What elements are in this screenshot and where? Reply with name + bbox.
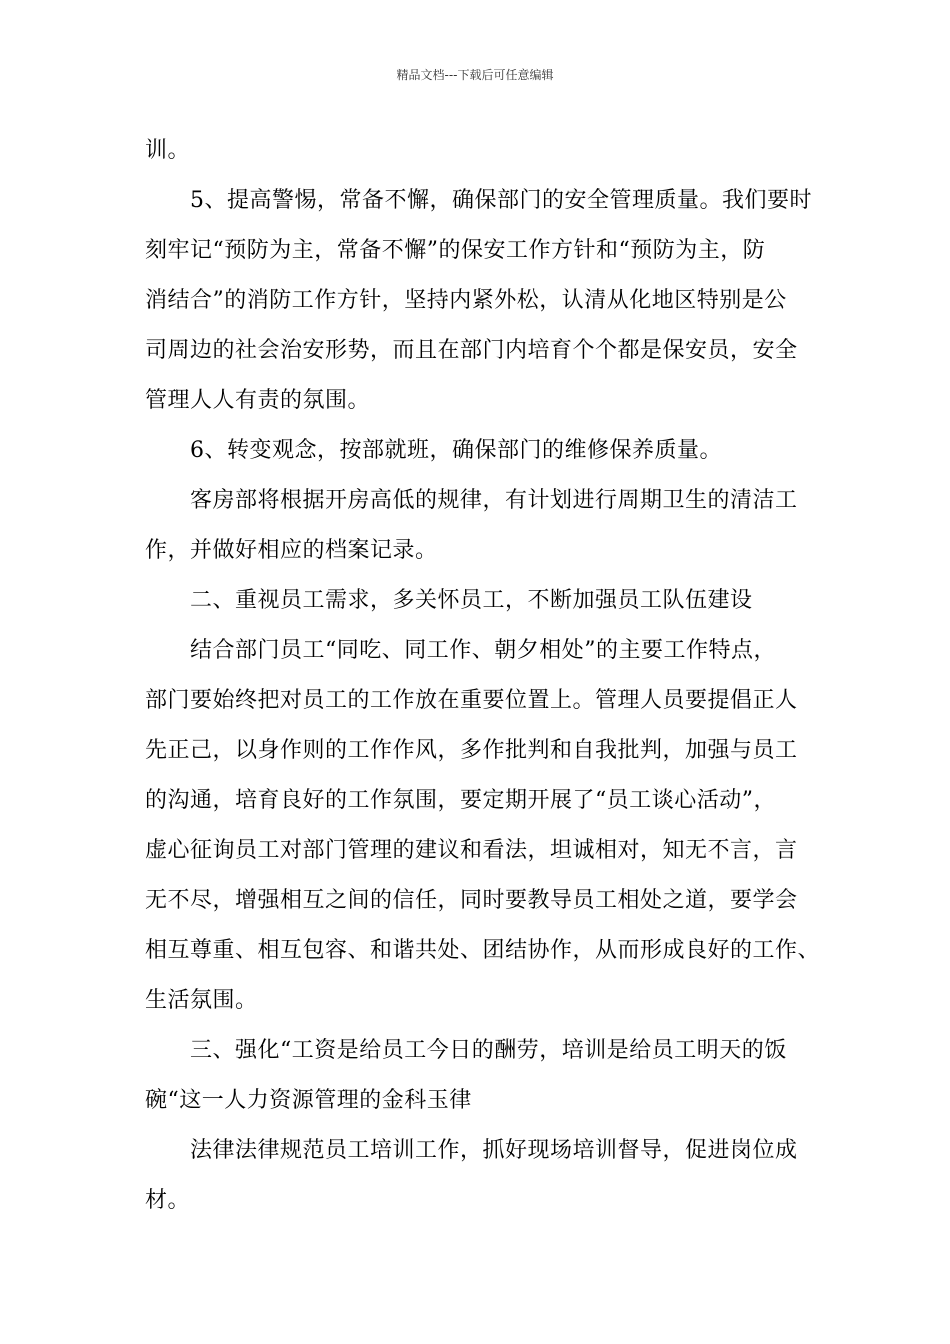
- paragraph-line: 5、提高警惕，常备不懈，确保部门的安全管理质量。我们要时: [190, 188, 812, 213]
- paragraph-line: 客房部将根据开房高低的规律，有计划进行周期卫生的清洁工: [190, 488, 798, 513]
- paragraph-line: 结合部门员工“同吃、同工作、朝夕相处”的主要工作特点，: [190, 638, 776, 663]
- paragraph-line: 虚心征询员工对部门管理的建议和看法，坦诚相对，知无不言，言: [145, 838, 798, 863]
- paragraph-line: 训。: [145, 138, 191, 163]
- paragraph-line: 先正己，以身作则的工作作风，多作批判和自我批判，加强与员工: [145, 738, 798, 763]
- paragraph-line: 无不尽，增强相互之间的信任，同时要教导员工相处之道，要学会: [145, 888, 798, 913]
- paragraph-line: 部门要始终把对员工的工作放在重要位置上。管理人员要提倡正人: [145, 688, 798, 713]
- page-header: 精品文档---下载后可任意编辑: [396, 68, 554, 82]
- paragraph-line: 作，并做好相应的档案记录。: [145, 538, 438, 563]
- paragraph-line: 法律法律规范员工培训工作，抓好现场培训督导，促进岗位成: [190, 1138, 798, 1163]
- paragraph-line: 材。: [145, 1188, 191, 1213]
- section-heading: 三、强化“工资是给员工今日的酬劳，培训是给员工明天的饭: [190, 1038, 787, 1063]
- paragraph-line: 消结合”的消防工作方针，坚持内紧外松，认清从化地区特别是公: [145, 288, 787, 313]
- section-heading: 二、重视员工需求，多关怀员工，不断加强员工队伍建设: [190, 588, 753, 613]
- paragraph-line: 相互尊重、相互包容、和谐共处、团结协作，从而形成良好的工作、: [145, 938, 821, 963]
- paragraph-line: 生活氛围。: [145, 988, 258, 1013]
- paragraph-line: 6、转变观念，按部就班，确保部门的维修保养质量。: [190, 438, 722, 463]
- paragraph-line: 刻牢记“预防为主，常备不懈”的保安工作方针和“预防为主，防: [145, 238, 766, 263]
- section-heading: 碗“这一人力资源管理的金科玉律: [145, 1088, 472, 1113]
- paragraph-line: 的沟通，培育良好的工作氛围，要定期开展了“员工谈心活动”，: [145, 788, 776, 813]
- paragraph-line: 管理人人有责的氛围。: [145, 388, 371, 413]
- paragraph-line: 司周边的社会治安形势，而且在部门内培育个个都是保安员，安全: [145, 338, 798, 363]
